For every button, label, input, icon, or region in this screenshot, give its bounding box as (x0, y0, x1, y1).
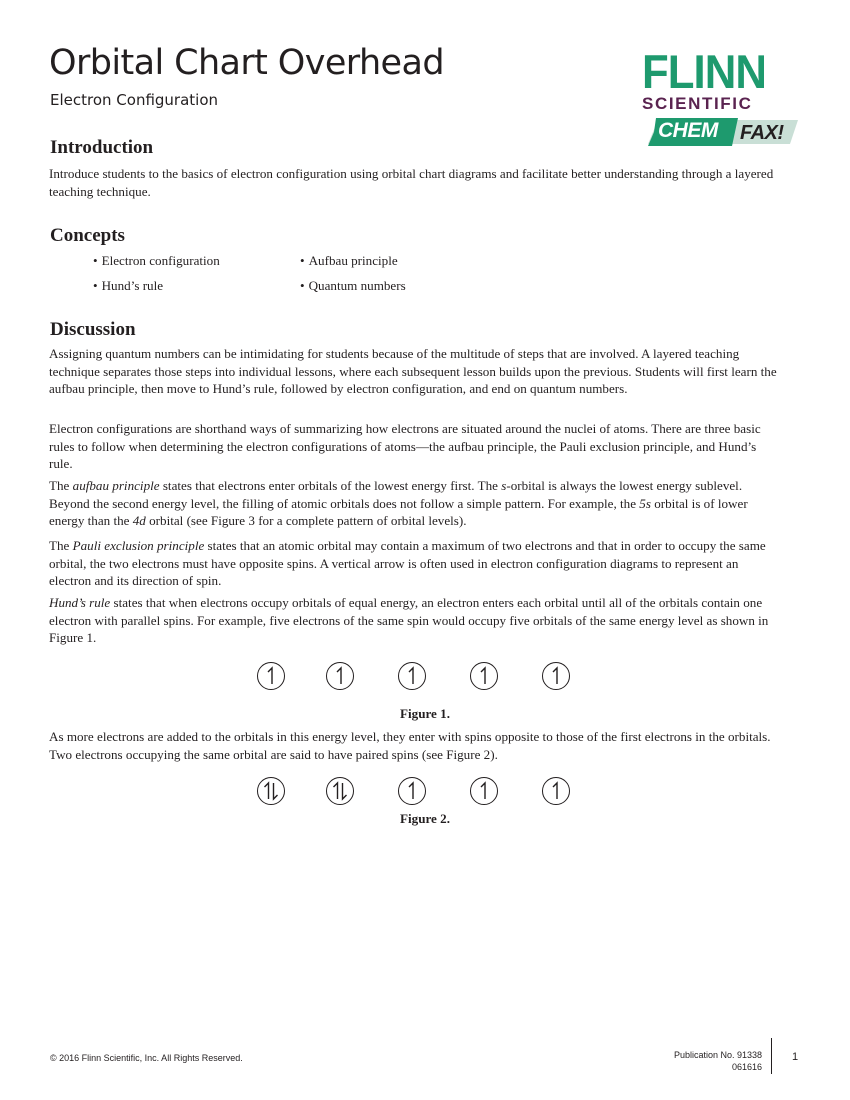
text-run: orbital (see Figure 3 for a complete pattern of orbital levels). (145, 513, 467, 528)
orbital-circle (471, 663, 498, 690)
discussion-paragraph-aufbau (49, 477, 779, 530)
orbital-up (325, 661, 355, 691)
discussion-paragraph-2: Electron configurations are shorthand ways of summarizing how electrons are situated around the nuclei of atoms. There are three basic rules to follow when determining the electron configurations of atoms—the aufbau principle, the Pauli exclusion principle, and Hund’s rule. (49, 421, 761, 471)
spin-down-arrow (343, 783, 347, 799)
concepts-heading: Concepts (50, 225, 125, 246)
copyright-notice: © 2016 Flinn Scientific, Inc. All Rights Reserved. (50, 1053, 243, 1063)
page-title: Orbital Chart Overhead (49, 43, 444, 83)
orbital-up-down (325, 776, 355, 806)
concept-item: • Aufbau principle (300, 254, 398, 267)
publication-code: 061616 (731, 1062, 762, 1072)
orbital-up (469, 661, 499, 691)
logo-chem-text: CHEM (658, 119, 718, 142)
text-run: The (49, 478, 73, 493)
spin-down-arrow (274, 783, 278, 799)
footer-divider (771, 1038, 772, 1074)
text-run: -orbital is always the lowest energy sublevel. Beyond the second energy level, the filling of atomic orbitals does not follow a simple pattern. For example, the (49, 478, 743, 511)
text-run: The (49, 538, 73, 553)
orbital-up-down (256, 776, 286, 806)
orbital-circle (399, 778, 426, 805)
spin-up-arrow (337, 668, 341, 684)
figure-1-caption: Figure 1. (400, 706, 450, 721)
spin-up-arrow (553, 783, 557, 799)
discussion-paragraph-1: Assigning quantum numbers can be intimidating for students because of the multitude of steps that are involved. A layered teaching technique separates those steps into individual lessons, where each subsequent lesson builds upon the previous. Students will first learn the aufbau principle, then move to Hund’s rule, followed by electron configuration, and end on quantum numbers. (49, 346, 777, 396)
orbital-circle (258, 778, 285, 805)
introduction-text: Introduce students to the basics of electron configuration using orbital chart diagrams and facilitate better understanding through a layered teaching technique. (49, 166, 774, 199)
term-s: s (501, 478, 507, 493)
figure-2-orbitals (240, 776, 590, 816)
spin-up-arrow (268, 668, 272, 684)
spin-up-arrow (334, 783, 338, 799)
orbital-up (256, 661, 286, 691)
logo-fax-text: FAX! (740, 122, 784, 144)
orbital-circle (543, 778, 570, 805)
figure-1-orbitals (240, 661, 590, 701)
discussion-paragraph-pauli (49, 537, 779, 590)
orbital-up (541, 661, 571, 691)
publication-info (674, 1049, 762, 1073)
term-pauli-exclusion-principle: Pauli exclusion principle (72, 538, 205, 553)
orbital-up (469, 776, 499, 806)
text-run: orbital is of lower energy than the (49, 495, 748, 528)
discussion-paragraph-hund (49, 594, 779, 647)
spin-up-arrow (481, 783, 485, 799)
orbital-circle (327, 778, 354, 805)
spin-up-arrow (481, 668, 485, 684)
spin-up-arrow (409, 668, 413, 684)
logo-scientific-text: SCIENTIFIC (642, 94, 753, 113)
concept-item: • Hund’s rule (93, 279, 163, 292)
term-5s: 5s (639, 495, 651, 511)
orbital-up (397, 776, 427, 806)
page-subtitle: Electron Configuration (50, 91, 219, 109)
introduction-heading: Introduction (50, 137, 154, 158)
orbital-circle (258, 663, 285, 690)
page-number: 1 (792, 1051, 799, 1063)
spin-up-arrow (265, 783, 269, 799)
flinn-chemfax-logo (640, 45, 802, 150)
orbital-up (397, 661, 427, 691)
spin-up-arrow (553, 668, 557, 684)
orbital-circle (471, 778, 498, 805)
orbital-circle (327, 663, 354, 690)
text-run: states that when electrons occupy orbitals of equal energy, an electron enters each orbital until all of the orbitals contain one electron with parallel spins. For example, five electrons of the same spin would occupy five orbitals of the same energy level as shown in Figure 1. (49, 595, 769, 645)
spin-up-arrow (409, 783, 413, 799)
term-hunds-rule: Hund’s rule (49, 595, 111, 610)
concept-item: • Electron configuration (93, 254, 220, 267)
orbital-circle (543, 663, 570, 690)
text-run: states that electrons enter orbitals of the lowest energy first. The (159, 478, 502, 493)
figure-2-caption: Figure 2. (400, 811, 450, 826)
term-aufbau-principle: aufbau principle (72, 478, 160, 493)
concept-item: • Quantum numbers (300, 279, 406, 292)
term-4d: 4d (132, 513, 146, 528)
orbital-up (541, 776, 571, 806)
discussion-heading: Discussion (50, 319, 136, 340)
discussion-paragraph-paired-spins: As more electrons are added to the orbitals in this energy level, they enter with spins opposite to those of the first electrons in the orbitals. Two electrons occupying the same orbital are said to have paired spins (see Figure 2). (49, 729, 771, 762)
text-run: states that an atomic orbital may contain a maximum of two electrons and that in order to occupy the same orbital, the two electrons must have opposite spins. A vertical arrow is often used in electron configuration diagrams to represent an electron and its direction of spin. (49, 538, 766, 588)
publication-number: Publication No. 91338 (673, 1050, 762, 1060)
orbital-circle (399, 663, 426, 690)
logo-flinn-text: FLINN (642, 45, 767, 98)
